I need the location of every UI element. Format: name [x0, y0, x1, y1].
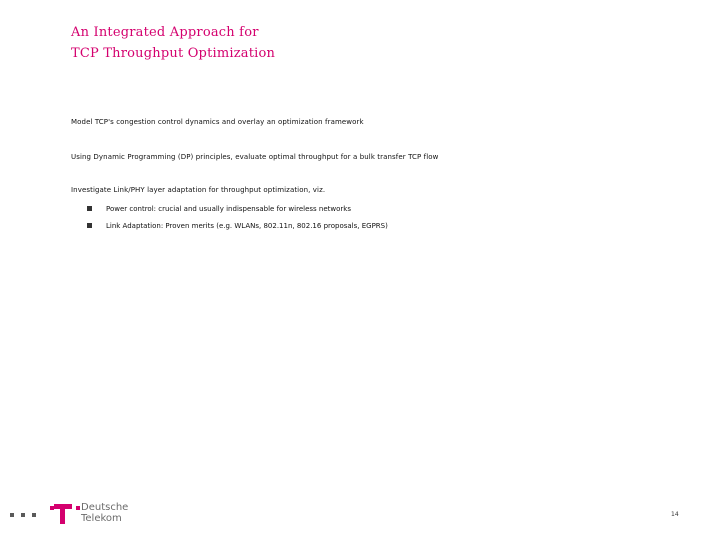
- logo-dot-icon: [10, 513, 14, 517]
- page-number: 14: [671, 511, 679, 518]
- sub-point-power-control: [87, 205, 351, 213]
- bullet-square-icon: [87, 206, 92, 211]
- title-line-1: An Integrated Approach for: [71, 25, 259, 40]
- sub-point-label: Power control: crucial and usually indispensable for wireless networks: [106, 205, 351, 213]
- point-model-tcp: Model TCP's congestion control dynamics and overlay an optimization framework: [71, 118, 364, 126]
- bullet-square-icon: [87, 223, 92, 228]
- logo-line-1: Deutsche: [81, 502, 129, 513]
- sub-point-link-adaptation: [87, 222, 388, 230]
- title-line-2: TCP Throughput Optimization: [71, 46, 276, 61]
- point-link-phy-adaptation: Investigate Link/PHY layer adaptation for throughput optimization, viz.: [71, 186, 326, 194]
- logo-dot-icon: [21, 513, 25, 517]
- sub-point-label: Link Adaptation: Proven merits (e.g. WLANs, 802.11n, 802.16 proposals, EGPRS): [106, 222, 388, 230]
- logo-wordmark: [81, 502, 128, 524]
- logo-line-2: Telekom: [81, 513, 122, 524]
- point-dynamic-programming: Using Dynamic Programming (DP) principles, evaluate optimal throughput for a bulk transfer TCP flow: [71, 153, 439, 161]
- deutsche-telekom-logo: [10, 500, 150, 526]
- slide-title: [71, 22, 571, 64]
- logo-t-dot-icon: [76, 506, 80, 510]
- logo-t-stem-icon: [60, 504, 65, 524]
- logo-dot-icon: [32, 513, 36, 517]
